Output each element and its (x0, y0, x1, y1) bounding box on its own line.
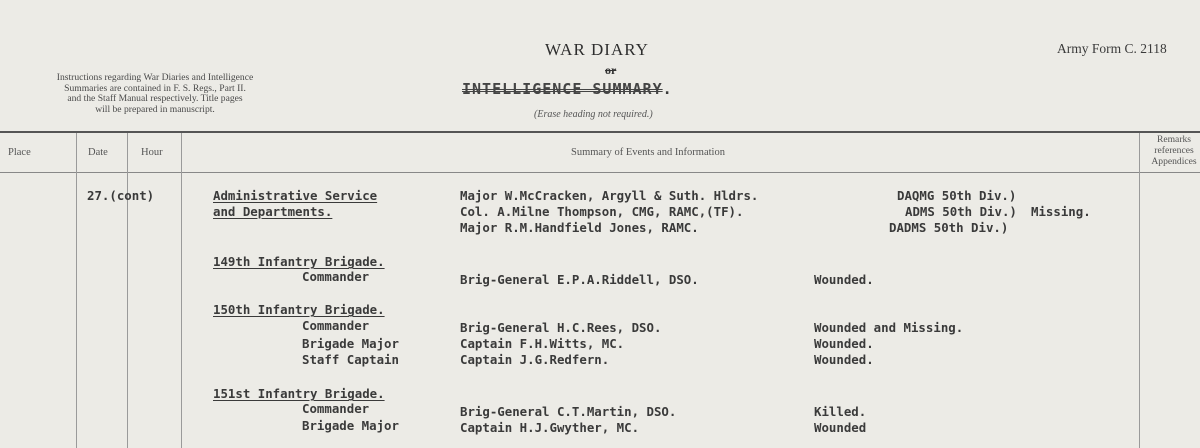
form-connector: or (605, 63, 617, 77)
column-divider-hour (181, 133, 182, 448)
brigade-150-role-1: Commander (302, 318, 370, 333)
admin-name-3: Major R.M.Handfield Jones, RAMC. (460, 220, 699, 235)
brigade-151-name-1: Brig-General C.T.Martin, DSO. (460, 404, 677, 419)
brigade-151-role-1: Commander (302, 401, 370, 416)
brigade-149-status-1: Wounded. (814, 272, 874, 287)
column-divider-place (76, 133, 77, 448)
brigade-151-name-2: Captain H.J.Gwyther, MC. (460, 420, 640, 435)
entry-date: 27.(cont) (87, 188, 155, 203)
brigade-151-role-2: Brigade Major (302, 418, 399, 433)
brigade-151-status-2: Wounded (814, 420, 867, 435)
admin-role-1: DAQMG 50th Div.) (897, 188, 1017, 203)
remarks-line-2: references (1154, 145, 1194, 156)
instructions-line-2: Summaries are contained in F. S. Regs., Part II. (64, 82, 246, 94)
admin-role-3: DADMS 50th Div.) (889, 220, 1009, 235)
col-header-remarks (1148, 134, 1200, 167)
brigade-150-name-3: Captain J.G.Redfern. (460, 352, 610, 367)
army-form-number: Army Form C. 2118 (1057, 41, 1167, 56)
form-subtitle (462, 79, 672, 98)
subtitle-period: . (662, 80, 672, 98)
table-top-rule (0, 131, 1200, 133)
brigade-150-status-3: Wounded. (814, 352, 874, 367)
brigade-149-name-1: Brig-General E.P.A.Riddell, DSO. (460, 272, 699, 287)
brigade-150-status-1: Wounded and Missing. (814, 320, 964, 335)
brigade-150-status-2: Wounded. (814, 336, 874, 351)
form-title: WAR DIARY (545, 40, 649, 59)
col-header-summary: Summary of Events and Information (571, 147, 725, 158)
remarks-line-3: Appendices (1151, 156, 1197, 167)
table-header-rule (0, 172, 1200, 173)
column-divider-date (127, 133, 128, 448)
instructions-line-4: will be prepared in manuscript. (95, 103, 215, 115)
instructions (0, 73, 310, 115)
admin-heading-2: and Departments. (213, 204, 333, 219)
col-header-date: Date (88, 147, 108, 158)
erase-note: (Erase heading not required.) (534, 109, 653, 120)
remarks-line-1: Remarks (1156, 134, 1192, 145)
col-header-hour: Hour (141, 147, 163, 158)
brigade-150-heading: 150th Infantry Brigade. (213, 302, 385, 317)
col-header-place: Place (8, 147, 31, 158)
brigade-150-name-2: Captain F.H.Witts, MC. (460, 336, 625, 351)
admin-status: Missing. (1031, 204, 1091, 219)
admin-name-2: Col. A.Milne Thompson, CMG, RAMC,(TF). (460, 204, 744, 219)
admin-heading-1: Administrative Service (213, 188, 378, 203)
brigade-150-role-2: Brigade Major (302, 336, 399, 351)
column-divider-summary (1139, 133, 1140, 448)
brigade-151-status-1: Killed. (814, 404, 867, 419)
brigade-150-role-3: Staff Captain (302, 352, 399, 367)
admin-role-2: ADMS 50th Div.) (905, 204, 1017, 219)
subtitle-struck: INTELLIGENCE SUMMARY (462, 80, 663, 98)
instructions-line-1: Instructions regarding War Diaries and Intelligence (56, 72, 254, 83)
admin-name-1: Major W.McCracken, Argyll & Suth. Hldrs. (460, 188, 759, 203)
brigade-151-heading: 151st Infantry Brigade. (213, 386, 385, 401)
brigade-150-name-1: Brig-General H.C.Rees, DSO. (460, 320, 662, 335)
brigade-149-role-1: Commander (302, 269, 370, 284)
brigade-149-heading: 149th Infantry Brigade. (213, 254, 385, 269)
instructions-line-3: and the Staff Manual respectively. Title pages (67, 93, 243, 104)
